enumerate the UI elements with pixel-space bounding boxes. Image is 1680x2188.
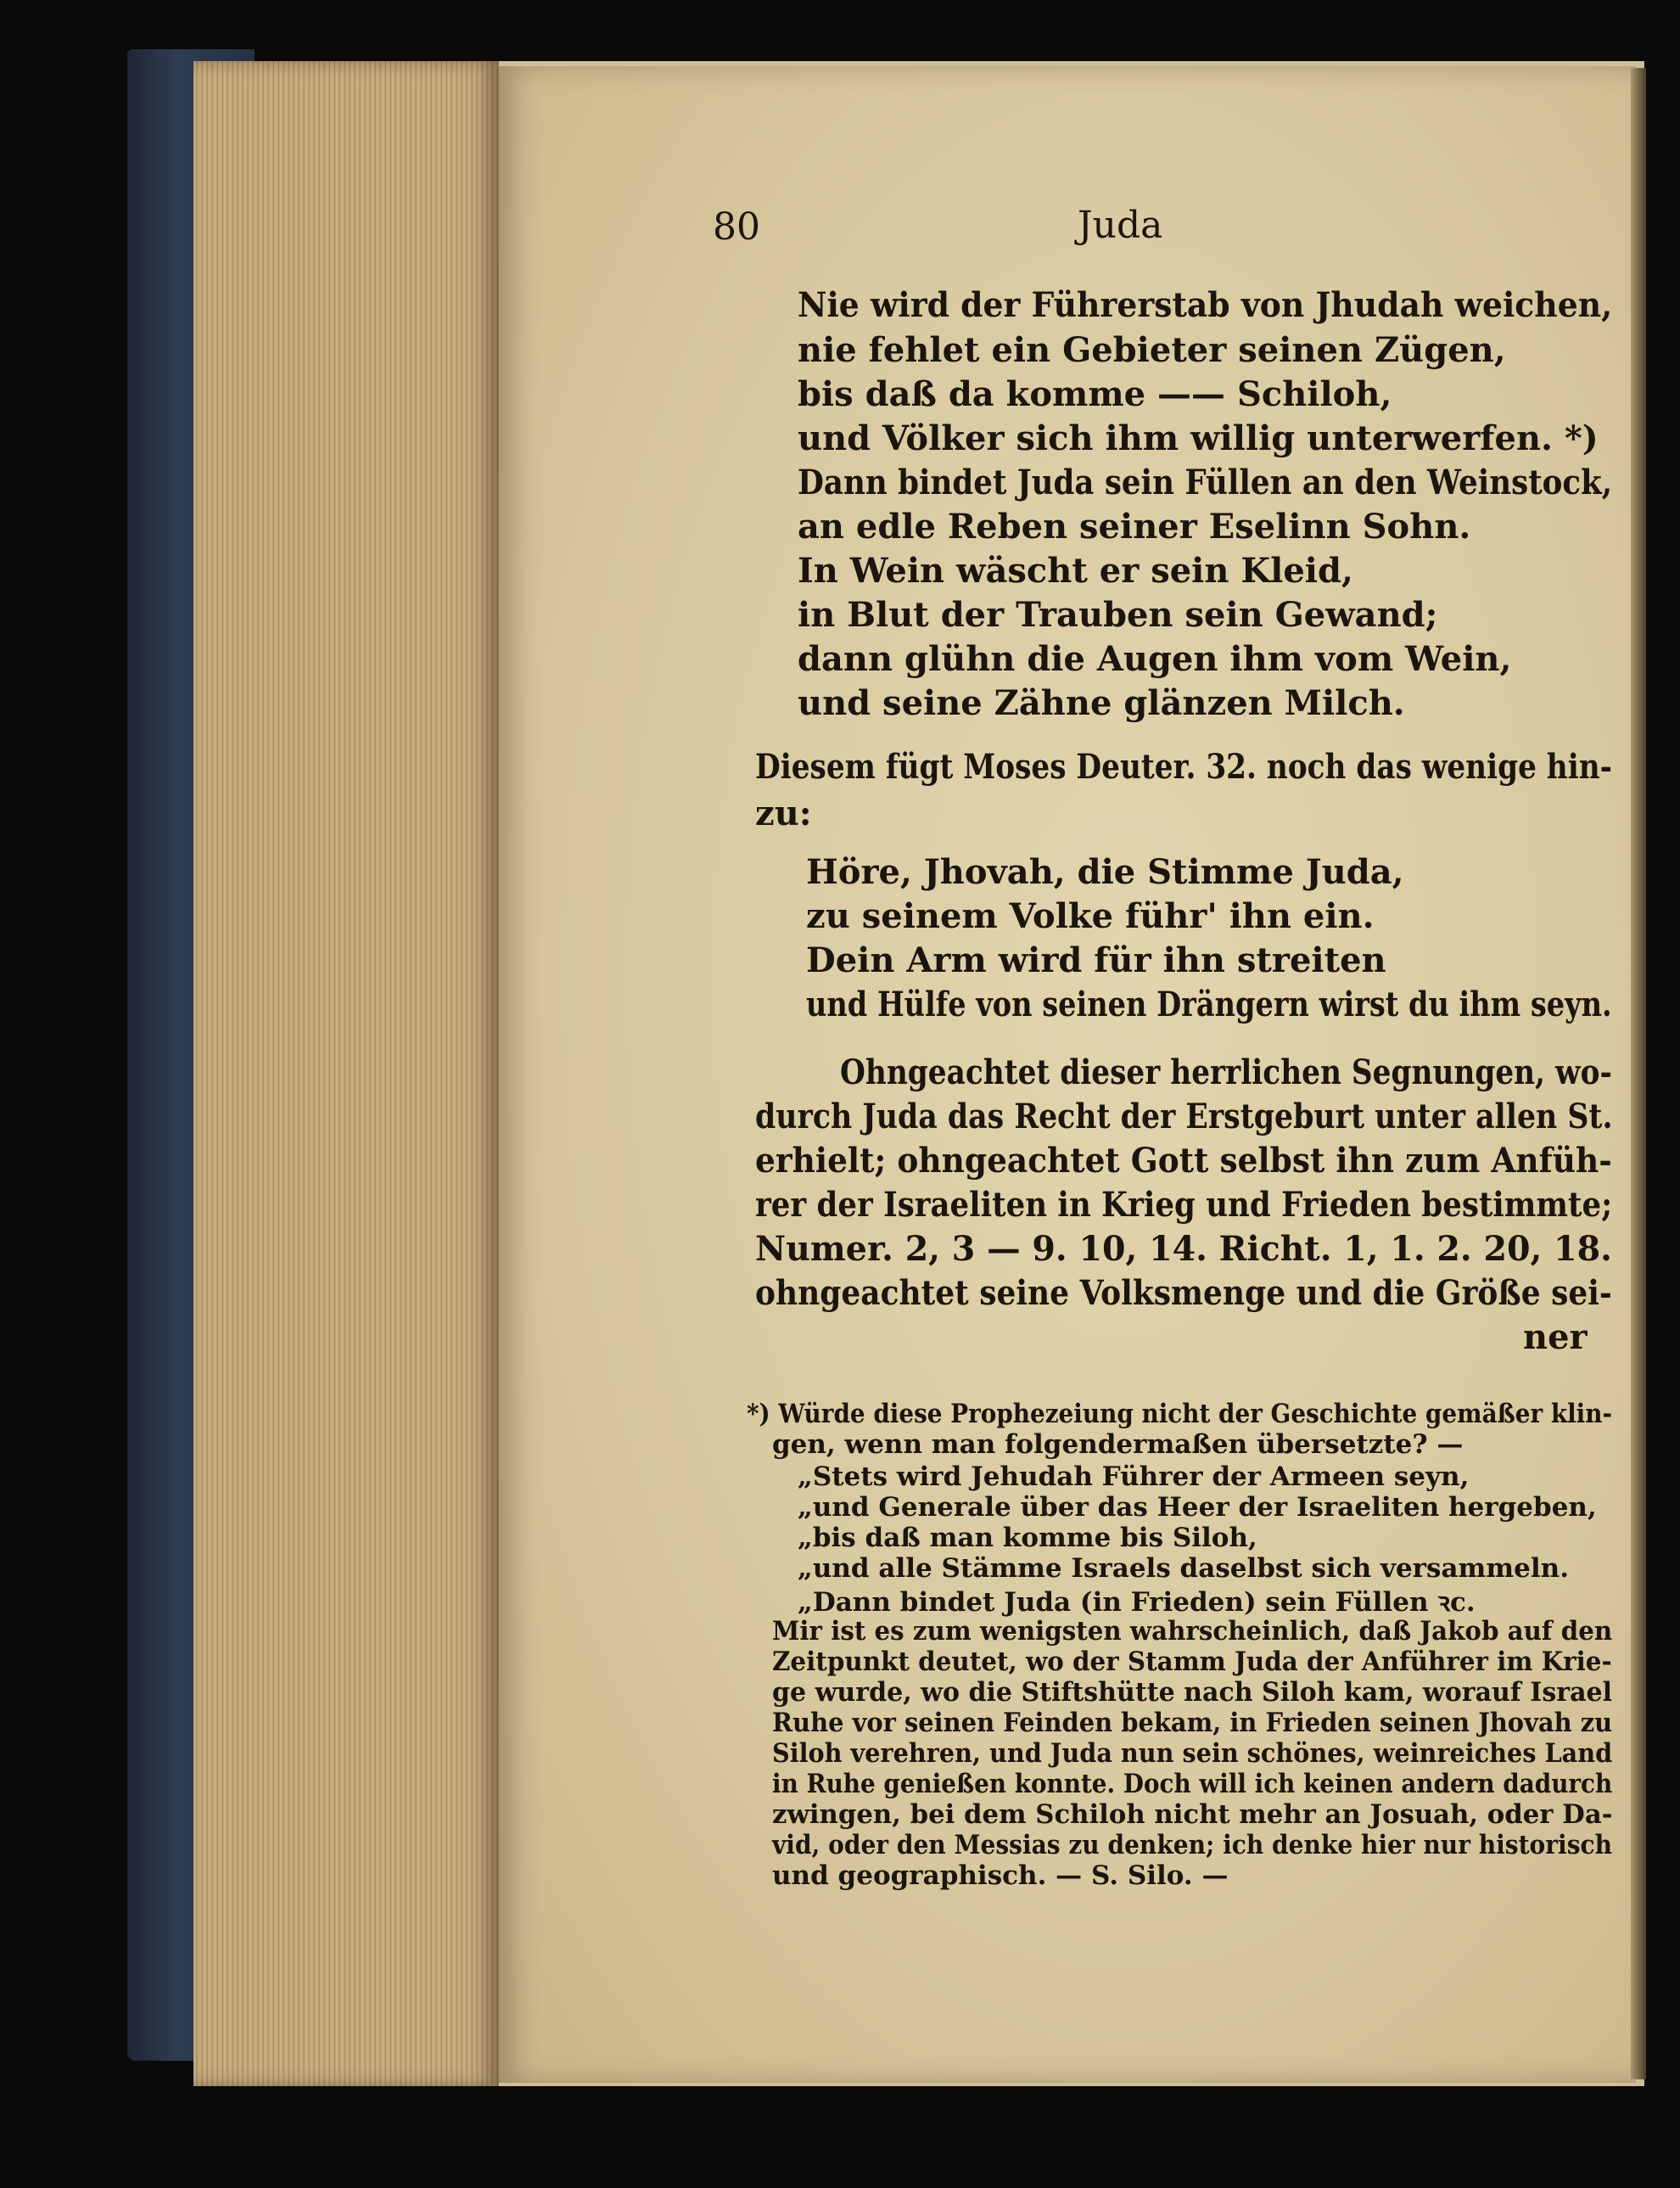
footnote-line: *) Würde diese Prophezeiung nicht der Geschichte gemäßer klin- [747,1399,1613,1429]
footnote-line: gen, wenn man folgendermaßen übersetzte? — [772,1429,1464,1460]
page-gutter-shadow [1631,68,1646,2079]
poem-line: an edle Reben seiner Eselinn Sohn. [798,507,1471,547]
text-line: durch Juda das Recht der Erstgeburt unter allen St. [755,1097,1613,1136]
poem-line: Nie wird der Führerstab von Jhudah weichen, [798,285,1613,325]
footnote-line: und geographisch. — S. Silo. — [772,1860,1229,1891]
poem-line: Höre, Jhovah, die Stimme Juda, [806,852,1404,892]
text-line: ohngeachtet seine Volksmenge und die Größe sei- [755,1273,1612,1313]
footnote-line: in Ruhe genießen konnte. Doch will ich keinen andern dadurch [772,1769,1613,1799]
poem-line: und Hülfe von seinen Drängern wirst du ihm seyn. [806,985,1612,1024]
footnote-line: „und Generale über das Heer der Israeliten hergeben, [798,1492,1597,1523]
footnote-line: Ruhe vor seinen Feinden bekam, in Frieden seinen Jhovah zu [772,1708,1613,1738]
poem-line: in Blut der Trauben sein Gewand; [798,595,1438,635]
footnote-line: ge wurde, wo die Stiftshütte nach Siloh kam, worauf Israel [772,1677,1613,1708]
footnote-line: „Stets wird Jehudah Führer der Armeen seyn, [798,1461,1470,1492]
poem-line: bis daß da komme —— Schiloh, [798,374,1392,414]
poem-line: Dann bindet Juda sein Füllen an den Weinstock, [798,463,1613,502]
text-line: erhielt; ohngeachtet Gott selbst ihn zum Anfüh- [755,1141,1612,1181]
footnote-line: „und alle Stämme Israels daselbst sich versammeln. [798,1553,1569,1584]
poem-line: Dein Arm wird für ihn streiten [806,940,1386,980]
text-line: zu: [755,794,812,833]
footnote-line: Zeitpunkt deutet, wo der Stamm Juda der Anführer im Krie- [772,1647,1612,1677]
poem-line: und seine Zähne glänzen Milch. [798,683,1405,723]
footnote-line: zwingen, bei dem Schiloh nicht mehr an Josuah, oder Da- [772,1799,1613,1830]
catchword: ner [1523,1317,1588,1357]
footnote-line: vid, oder den Messias zu denken; ich denke hier nur historisch [772,1830,1612,1860]
footnote-line: „Dann bindet Juda (in Frieden) sein Füllen ꝛc. [798,1587,1476,1618]
poem-line: In Wein wäscht er sein Kleid, [798,551,1353,591]
poem-line: und Völker sich ihm willig unterwerfen. *) [798,418,1599,458]
footnote-line: „bis daß man komme bis Siloh, [798,1523,1257,1553]
text-line: Ohngeachtet dieser herrlichen Segnungen, wo- [840,1052,1612,1092]
poem-line: dann glühn die Augen ihm vom Wein, [798,639,1512,679]
text-line: rer der Israeliten in Krieg und Frieden bestimmte; [755,1185,1613,1225]
page-number: 80 [713,205,760,249]
footnote-line: Siloh verehren, und Juda nun sein schönes, weinreiches Land [772,1738,1613,1769]
text-line: Diesem fügt Moses Deuter. 32. noch das wenige hin- [755,747,1612,787]
poem-line: nie fehlet ein Gebieter seinen Zügen, [798,330,1506,370]
page-edges [193,61,499,2086]
footnote-line: Mir ist es zum wenigsten wahrscheinlich, daß Jakob auf den [772,1616,1613,1647]
running-title: Juda [1078,204,1163,247]
poem-line: zu seinem Volke führ' ihn ein. [806,896,1375,936]
text-line: Numer. 2, 3 — 9. 10, 14. Richt. 1, 1. 2. 20, 18. [755,1229,1612,1269]
